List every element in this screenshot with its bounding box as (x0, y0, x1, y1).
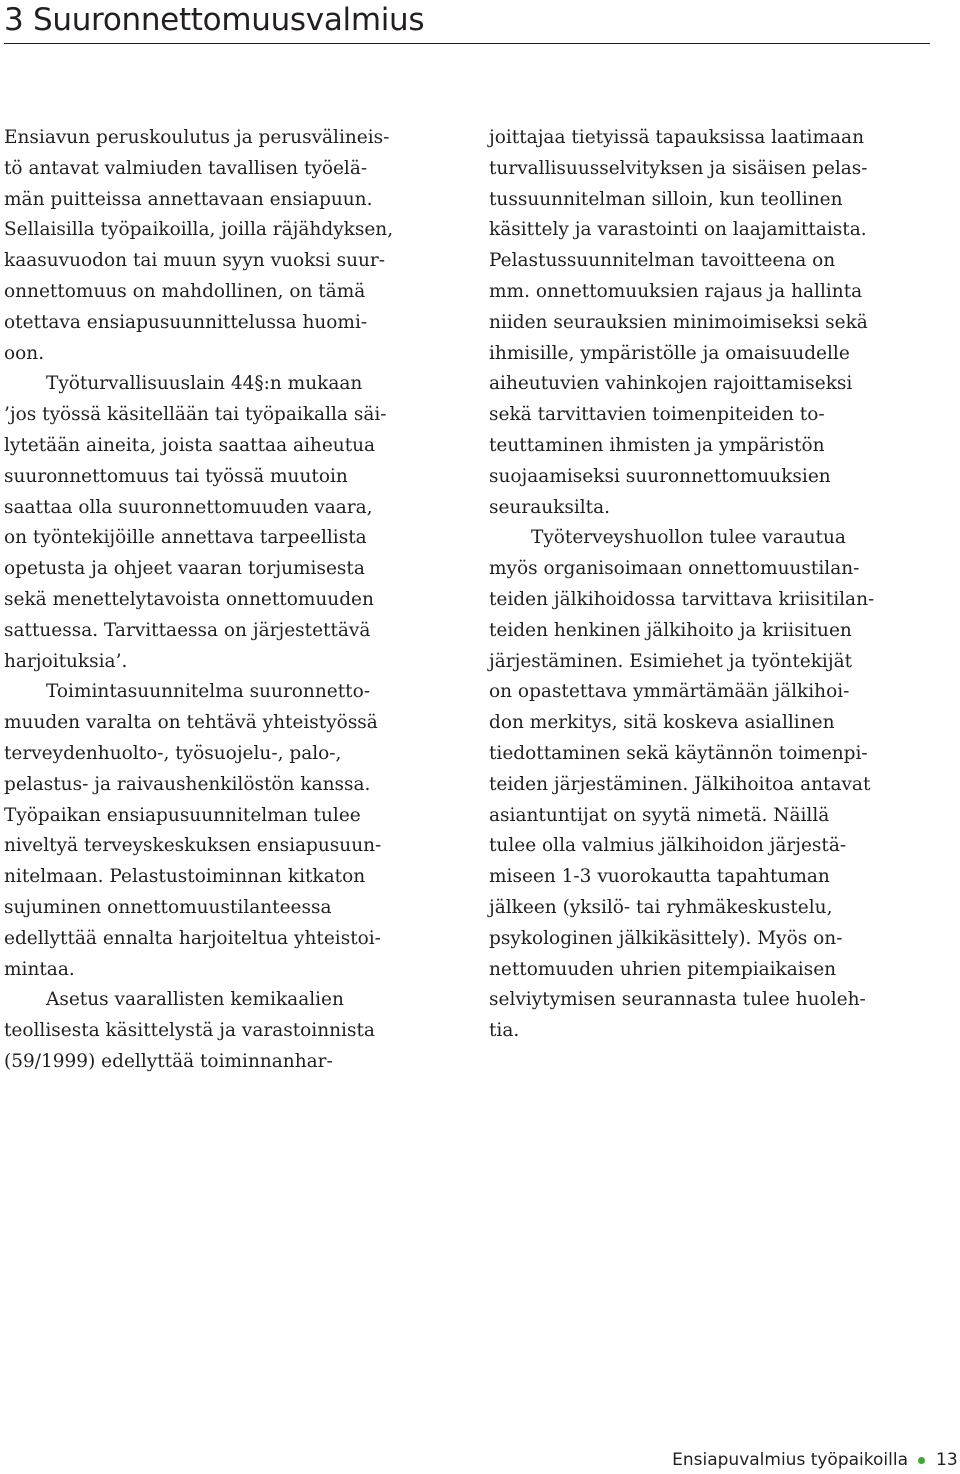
paragraph-first-line: Työturvallisuuslain 44§:n mukaan (46, 373, 363, 395)
body-line: suuronnettomuus tai työssä muutoin (4, 465, 348, 487)
body-line: pelastus- ja raivaushenkilöstön kanssa. (4, 773, 371, 795)
body-line: oon. (4, 342, 45, 364)
body-line: onnettomuus on mahdollinen, on tämä (4, 280, 366, 302)
left-text-column (4, 123, 452, 1078)
right-text-column (489, 123, 937, 1047)
body-line: harjoituksia’. (4, 650, 128, 672)
body-line: saattaa olla suuronnettomuuden vaara, (4, 496, 373, 518)
body-line: miseen 1-3 vuorokautta tapahtuman (489, 866, 830, 888)
body-line: Ensiavun peruskoulutus ja perusvälineis- (4, 127, 390, 148)
title-divider (4, 43, 930, 44)
body-line: teollisesta käsittelystä ja varastoinnista (4, 1020, 375, 1042)
body-line: Työpaikan ensiapusuunnitelman tulee (4, 804, 361, 826)
body-line: tö antavat valmiuden tavallisen työelä- (4, 157, 368, 179)
body-line: nettomuuden uhrien pitempiaikaisen (489, 958, 837, 980)
body-line: otettava ensiapusuunnittelussa huomi- (4, 311, 368, 333)
body-line: män puitteissa annettavaan ensiapuun. (4, 188, 373, 210)
body-line: teuttaminen ihmisten ja ympäristön (489, 434, 825, 456)
body-line: psykologinen jälkikäsittely). Myös on- (489, 927, 843, 949)
body-line: don merkitys, sitä koskeva asiallinen (489, 712, 835, 734)
body-line: mm. onnettomuuksien rajaus ja hallinta (489, 280, 863, 302)
body-line: sekä tarvittavien toimenpiteiden to- (489, 404, 825, 426)
body-line: edellyttää ennalta harjoiteltua yhteistoi- (4, 927, 381, 949)
body-line: tiedottaminen sekä käytännön toimenpi- (489, 742, 868, 764)
body-line: aiheutuvien vahinkojen rajoittamiseksi (489, 373, 853, 395)
body-line: seurauksilta. (489, 496, 611, 518)
body-line: tia. (489, 1020, 520, 1042)
body-line: myös organisoimaan onnettomuustilan- (489, 558, 860, 580)
body-line: terveydenhuolto-, työsuojelu-, palo-, (4, 742, 342, 764)
body-line: tussuunnitelman silloin, kun teollinen (489, 188, 843, 210)
body-line: sekä menettelytavoista onnettomuuden (4, 588, 374, 610)
footer-bullet-icon (918, 1457, 925, 1464)
paragraph-first-line: Asetus vaarallisten kemikaalien (46, 989, 344, 1011)
body-line: käsittely ja varastointi on laajamittaista. (489, 219, 867, 241)
body-line: kaasuvuodon tai muun syyn vuoksi suur- (4, 250, 386, 272)
paragraph-first-line: Toimintasuunnitelma suuronnetto- (46, 681, 370, 703)
body-line: ’jos työssä käsitellään tai työpaikalla säi- (4, 404, 387, 426)
body-line: on opastettava ymmärtämään jälkihoi- (489, 681, 850, 703)
body-line: niiden seurauksien minimoimiseksi sekä (489, 311, 868, 333)
body-line: selviytymisen seurannasta tulee huoleh- (489, 989, 866, 1011)
body-line: sattuessa. Tarvittaessa on järjestettävä (4, 619, 371, 641)
body-line: sujuminen onnettomuustilanteessa (4, 896, 332, 918)
body-line: lytetään aineita, joista saattaa aiheutua (4, 434, 376, 456)
paragraph-first-line: Työterveyshuollon tulee varautua (531, 527, 846, 549)
body-line: niveltyä terveyskeskuksen ensiapusuun- (4, 835, 382, 857)
page-number: 13 (936, 1450, 958, 1470)
body-line: turvallisuusselvityksen ja sisäisen pelas- (489, 157, 868, 179)
body-line: joittajaa tietyissä tapauksissa laatimaan (489, 127, 864, 148)
body-line: teiden henkinen jälkihoito ja kriisituen (489, 619, 852, 641)
body-line: mintaa. (4, 958, 75, 980)
body-line: ihmisille, ympäristölle ja omaisuudelle (489, 342, 850, 364)
body-line: teiden järjestäminen. Jälkihoitoa antavat (489, 773, 871, 795)
body-line: asiantuntijat on syytä nimetä. Näillä (489, 804, 830, 826)
body-line: teiden jälkihoidossa tarvittava kriisitilan- (489, 588, 875, 610)
body-line: on työntekijöille annettava tarpeellista (4, 527, 367, 549)
footer-publication-title: Ensiapuvalmius työpaikoilla (672, 1450, 908, 1470)
body-line: tulee olla valmius jälkihoidon järjestä- (489, 835, 847, 857)
body-line: suojaamiseksi suuronnettomuuksien (489, 465, 831, 487)
body-line: nitelmaan. Pelastustoiminnan kitkaton (4, 866, 366, 888)
chapter-title: 3 Suuronnettomuusvalmius (4, 2, 425, 38)
body-line: järjestäminen. Esimiehet ja työntekijät (489, 650, 853, 672)
body-line: Pelastussuunnitelman tavoitteena on (489, 250, 836, 272)
body-line: muuden varalta on tehtävä yhteistyössä (4, 712, 378, 734)
body-line: jälkeen (yksilö- tai ryhmäkeskustelu, (489, 896, 833, 918)
body-line: Sellaisilla työpaikoilla, joilla räjähdyksen, (4, 219, 394, 241)
body-line: (59/1999) edellyttää toiminnanhar- (4, 1050, 333, 1072)
page-footer (0, 1447, 960, 1473)
body-line: opetusta ja ohjeet vaaran torjumisesta (4, 558, 365, 580)
